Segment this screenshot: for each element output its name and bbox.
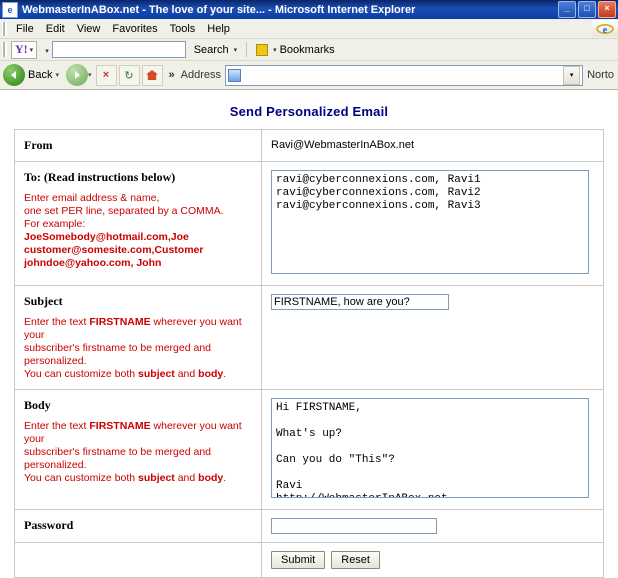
to-label: To: (Read instructions below): [24, 170, 176, 184]
subject-field-cell: [262, 286, 604, 390]
password-label: Password: [24, 518, 74, 532]
address-dropdown-icon[interactable]: ▾: [563, 66, 580, 85]
forward-button[interactable]: [66, 64, 88, 86]
window-controls: [558, 1, 616, 18]
body-instr-3b: and: [174, 472, 199, 484]
yahoo-search-button[interactable]: [189, 43, 242, 57]
password-field-cell: [262, 510, 604, 543]
bookmark-icon: [256, 44, 268, 56]
form-row-password: [15, 510, 604, 543]
bookmarks-label: Bookmarks: [279, 43, 335, 56]
address-bar[interactable]: [225, 65, 583, 86]
form-row-to: [15, 162, 604, 286]
password-label-cell: [15, 510, 262, 543]
to-recipients-textarea[interactable]: [271, 170, 589, 274]
form-row-subject: [15, 286, 604, 390]
chevron-down-icon: ▾: [273, 46, 277, 54]
from-label: From: [24, 138, 53, 152]
personalized-email-form: [14, 129, 604, 578]
to-example-3: johndoe@yahoo.com, John: [24, 257, 162, 269]
subject-instr-3a: You can customize both: [24, 368, 139, 380]
yahoo-toolbar-grip[interactable]: [2, 42, 7, 57]
menu-item-file[interactable]: File: [16, 22, 34, 35]
yahoo-logo-button[interactable]: [11, 41, 37, 59]
body-instr-3c: .: [223, 472, 227, 484]
yahoo-search-button-label: Search: [193, 43, 229, 56]
page-content: [0, 90, 618, 566]
body-label: Body: [24, 398, 51, 412]
password-input[interactable]: [271, 518, 437, 534]
menu-bar: [0, 19, 618, 39]
subject-instructions-line2: subscriber's firstname to be merged and personalized.: [24, 342, 212, 367]
body-label-cell: [15, 390, 262, 510]
subject-instr-body-word: body: [198, 368, 224, 380]
subject-instr-3b: and: [174, 368, 199, 380]
actions-empty-cell: [15, 543, 262, 578]
refresh-icon: ↻: [124, 69, 134, 82]
norton-toolbar-label: Norto: [587, 69, 614, 81]
subject-input[interactable]: [271, 294, 449, 310]
subject-instructions-line1: [24, 316, 252, 342]
subject-instr-subject-word: subject: [138, 368, 175, 380]
body-instr-firstname: FIRSTNAME: [89, 420, 151, 432]
home-icon: [146, 70, 158, 80]
body-textarea[interactable]: [271, 398, 589, 498]
to-instructions-line3: For example:: [24, 218, 86, 230]
back-button-label: Back: [28, 69, 53, 81]
to-instructions: [24, 192, 252, 270]
home-button[interactable]: [142, 65, 163, 86]
subject-label-cell: [15, 286, 262, 390]
to-field-cell: [262, 162, 604, 286]
page-icon: [228, 69, 241, 82]
submit-button[interactable]: Submit: [271, 551, 325, 569]
stop-icon: ×: [102, 69, 110, 81]
menu-grip-handle[interactable]: [2, 22, 7, 36]
window-title-bar: [0, 0, 618, 19]
from-value-cell: [262, 130, 604, 162]
body-instr-b: wherever you want your: [24, 420, 242, 445]
close-button[interactable]: ×: [598, 1, 616, 18]
form-row-from: [15, 130, 604, 162]
actions-cell: [262, 543, 604, 578]
svg-text:e: e: [602, 24, 608, 36]
window-title: WebmasterInABox.net - The love of your site... - Microsoft Internet Explorer: [22, 3, 416, 16]
from-label-cell: [15, 130, 262, 162]
forward-arrow-icon: [72, 70, 82, 80]
ie-logo-svg: [595, 22, 615, 36]
from-value: Ravi@WebmasterInABox.net: [271, 139, 415, 151]
address-bar-label: Address: [180, 69, 221, 81]
yahoo-search-input[interactable]: [52, 41, 186, 58]
body-instructions-line2: subscriber's firstname to be merged and personalized.: [24, 446, 212, 471]
to-instructions-line2: one set PER line, separated by a COMMA.: [24, 205, 224, 217]
navigation-toolbar: [0, 61, 618, 90]
subject-label: Subject: [24, 294, 63, 308]
menu-item-edit[interactable]: Edit: [45, 22, 65, 35]
subject-instr-3c: .: [223, 368, 227, 380]
forward-history-caret-icon[interactable]: ▾: [87, 72, 92, 79]
reset-button[interactable]: Reset: [331, 551, 380, 569]
form-row-actions: [15, 543, 604, 578]
back-history-caret-icon[interactable]: ▾: [55, 72, 59, 79]
body-instructions-line1: [24, 420, 252, 446]
yahoo-search-caret[interactable]: ▾: [45, 47, 49, 55]
form-row-body: [15, 390, 604, 510]
body-instr-3a: You can customize both: [24, 472, 139, 484]
yahoo-toolbar: [0, 39, 618, 61]
subject-instr-b: wherever you want your: [24, 316, 242, 341]
page-title: Send Personalized Email: [229, 104, 389, 119]
ie-logo-icon: [592, 20, 618, 37]
body-field-cell: [262, 390, 604, 510]
refresh-button[interactable]: [119, 65, 140, 86]
maximize-button[interactable]: □: [578, 1, 596, 18]
chevron-down-icon: ▾: [29, 46, 34, 54]
menu-item-favorites[interactable]: Favorites: [112, 22, 158, 35]
body-instr-subject-word: subject: [138, 472, 175, 484]
to-label-cell: [15, 162, 262, 286]
yahoo-logo-icon: Y!: [15, 42, 28, 56]
chevron-down-icon: ▾: [233, 46, 238, 54]
menu-item-view[interactable]: View: [76, 22, 101, 35]
ie-window-icon: e: [2, 2, 18, 18]
to-example-2: customer@somesite.com,Customer: [24, 244, 204, 256]
stop-button[interactable]: [96, 65, 117, 86]
toolbar-overflow-chevron-icon[interactable]: »: [168, 69, 175, 81]
back-button[interactable]: [3, 64, 25, 86]
subject-instr-firstname: FIRSTNAME: [89, 316, 151, 328]
to-example-1: JoeSomebody@hotmail.com,Joe: [24, 231, 189, 243]
to-instructions-line1: Enter email address & name,: [24, 192, 160, 204]
menu-item-tools[interactable]: Tools: [169, 22, 196, 35]
body-instr-body-word: body: [198, 472, 224, 484]
form-buttons: [271, 551, 594, 569]
subject-instructions-line3: [24, 368, 252, 381]
menu-item-help[interactable]: Help: [207, 22, 230, 35]
subject-instr-a: Enter the text: [24, 316, 90, 328]
body-instructions: [24, 420, 252, 485]
back-arrow-icon: [9, 70, 19, 80]
bookmarks-button[interactable]: [251, 43, 340, 57]
subject-instructions: [24, 316, 252, 381]
minimize-button[interactable]: _: [558, 1, 576, 18]
body-instr-a: Enter the text: [24, 420, 90, 432]
body-instructions-line3: [24, 472, 252, 485]
toolbar-divider: [246, 42, 247, 57]
